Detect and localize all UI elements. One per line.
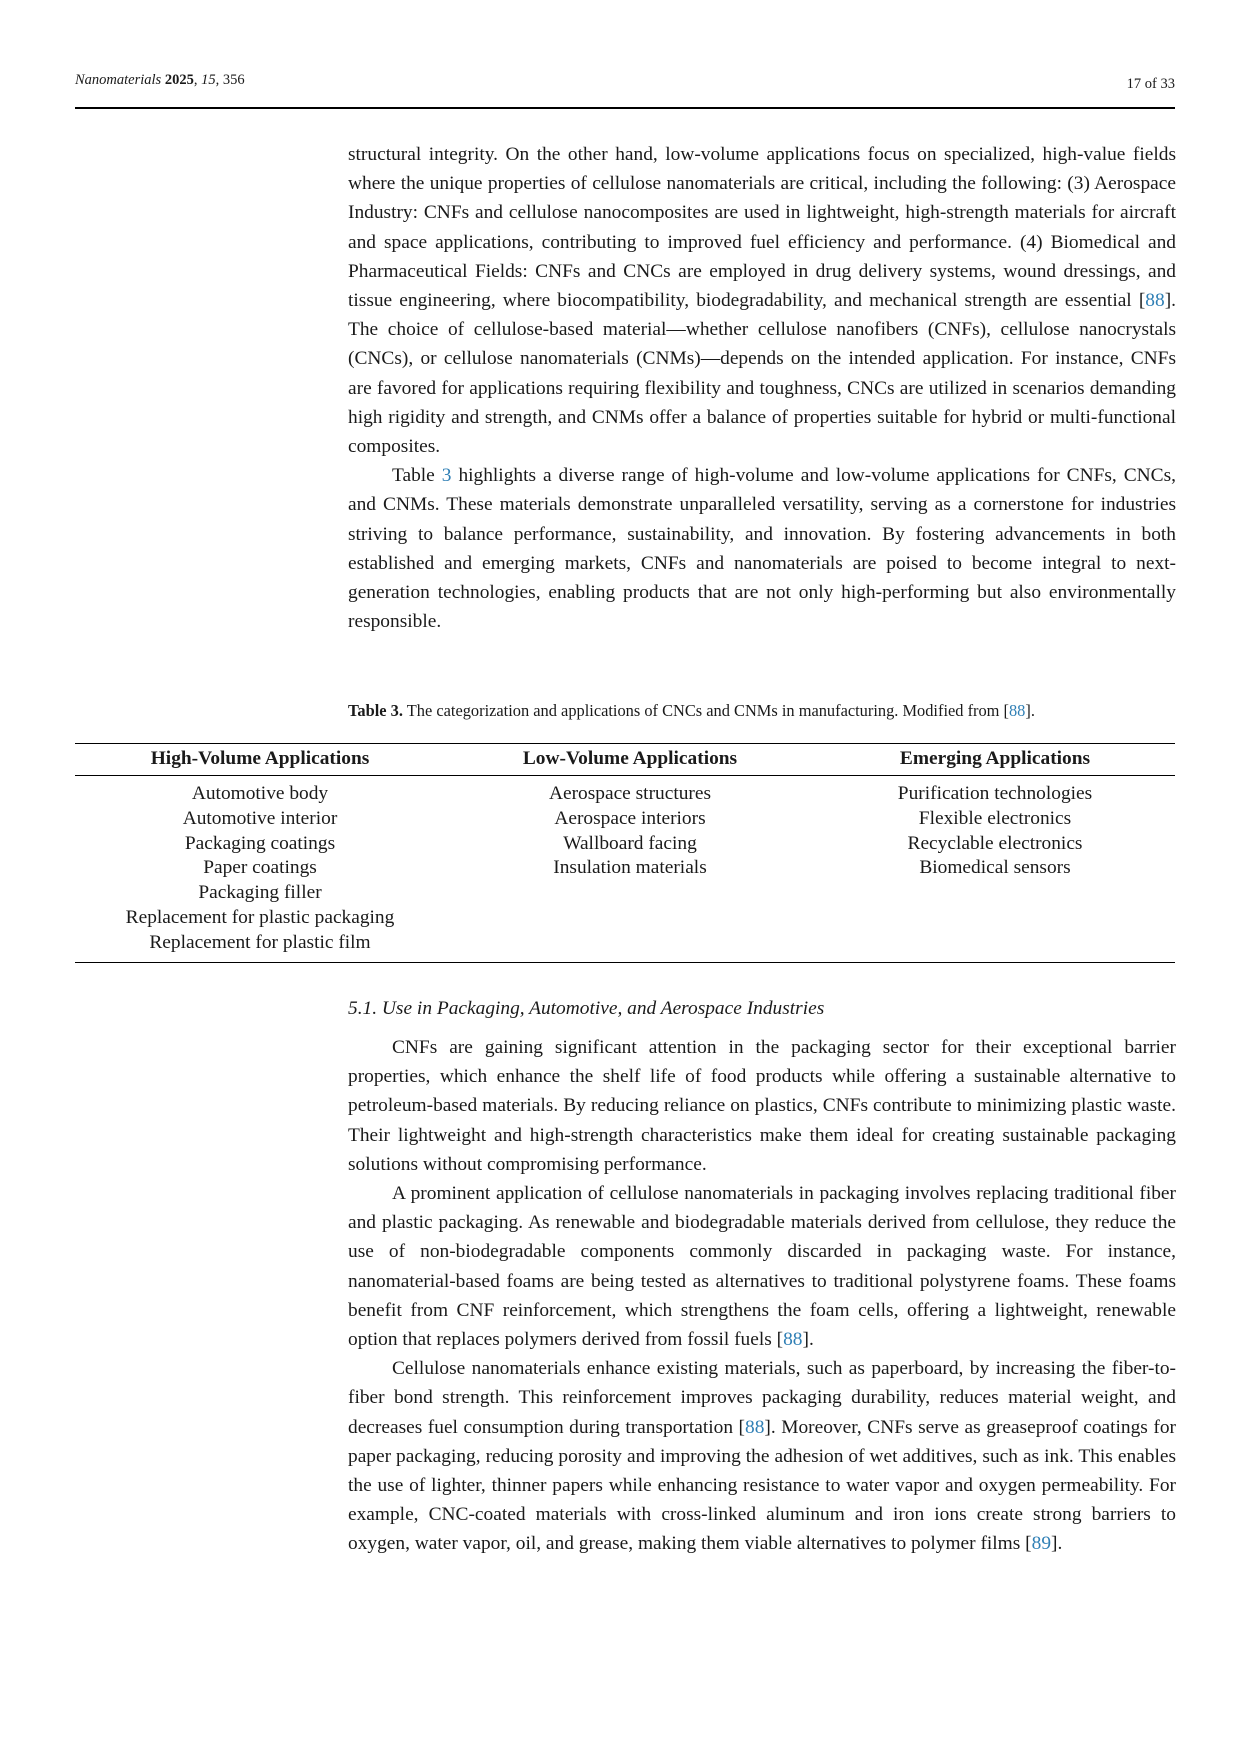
emerging-cell bbox=[815, 776, 1175, 963]
table-caption-label: Table 3. bbox=[348, 701, 403, 720]
header-emerging: Emerging Applications bbox=[815, 744, 1175, 776]
list-item: Packaging filler bbox=[198, 882, 322, 904]
list-item: Aerospace structures bbox=[548, 783, 712, 804]
table-caption: Table 3. The categorization and applications of CNCs and CNMs in manufacturing. Modified from [88]. bbox=[348, 701, 1035, 720]
applications-table bbox=[75, 743, 1175, 963]
intro-paragraph-1: structural integrity. On the other hand, low-volume applications focus on specialized, high-value fields where the unique properties of cellulose nanomaterials are critical, including the following: (3) Aerospace Industry: CNFs and cellulose nanocomposites are used in lightweight, high-strength materials for aircraft and space applications, contributing to improved fuel efficiency and performance. (4) Biomedical and Pharmaceutical Fields: CNFs and CNCs are employed in drug delivery systems, wound dressings, and tissue engineering, where biocompatibility, biodegradability, and mechanical strength are essential [88]. The choice of cellulose-based material—whether cellulose nanofibers (CNFs), cellulose nanocrystals (CNCs), or cellulose nanomaterials (CNMs)—depends on the intended application. For instance, CNFs are favored for applications requiring flexibility and toughness, CNCs are utilized in scenarios demanding high rigidity and strength, and CNMs offer a balance of properties suitable for hybrid or multi-functional composites. bbox=[348, 144, 1176, 458]
separator: , bbox=[215, 72, 223, 88]
list-item: Recyclable electronics bbox=[907, 832, 1083, 854]
citation-link[interactable]: 88 bbox=[783, 1329, 803, 1351]
journal-year: 2025 bbox=[164, 72, 194, 88]
table-row bbox=[75, 776, 1175, 963]
article-number: 356 bbox=[222, 72, 245, 88]
list-item: Packaging coatings bbox=[184, 832, 336, 854]
citation-link[interactable]: 88 bbox=[1008, 701, 1026, 720]
list-item: Automotive interior bbox=[182, 807, 338, 829]
section-paragraph-2: A prominent application of cellulose nanomaterials in packaging involves replacing traditional fiber and plastic packaging. As renewable and biodegradable materials derived from cellulose, they reduce the use of non-biodegradable components commonly discarded in packaging waste. For instance, nanomaterial-based foams are being tested as alternatives to traditional polystyrene foams. These foams benefit from CNF reinforcement, which strengthens the foam cells, offering a lightweight, renewable option that replaces polymers derived from fossil fuels [88]. bbox=[348, 1183, 1176, 1351]
separator: , bbox=[193, 72, 202, 88]
table-link[interactable]: 3 bbox=[441, 465, 452, 487]
high-volume-cell bbox=[75, 776, 445, 963]
list-item: Paper coatings bbox=[203, 857, 317, 879]
section-paragraph-1: CNFs are gaining significant attention in the packaging sector for their exceptional barrier properties, which enhance the shelf life of food products while offering a sustainable alternative to petroleum-based materials. By reducing reliance on plastics, CNFs contribute to minimizing plastic waste. Their lightweight and high-strength characteristics make them ideal for creating sustainable packaging solutions without compromising performance. bbox=[348, 1037, 1176, 1175]
intro-paragraph-2: Table 3 highlights a diverse range of high-volume and low-volume applications for CNFs, CNCs, and CNMs. These materials demonstrate unparalleled versatility, serving as a cornerstone for industries striving to balance performance, sustainability, and innovation. By fostering advancements in both established and emerging markets, CNFs and nanomaterials are poised to become integral to next-generation technologies, enabling products that are not only high-performing but also environmentally responsible. bbox=[348, 465, 1176, 633]
list-item: Biomedical sensors bbox=[919, 857, 1071, 879]
list-item: Flexible electronics bbox=[918, 807, 1072, 829]
low-volume-cell bbox=[445, 776, 815, 963]
list-item: Automotive body bbox=[191, 783, 329, 804]
section-paragraph-3: Cellulose nanomaterials enhance existing materials, such as paperboard, by increasing the fiber-to-fiber bond strength. This reinforcement improves packaging durability, reduces material weight, and decreases fuel consumption during transportation [88]. Moreover, CNFs serve as greaseproof coatings for paper packaging, reducing porosity and improving the adhesion of wet additives, such as ink. This enables the use of lighter, thinner papers while enhancing resistance to water vapor and oxygen permeability. For example, CNC-coated materials with cross-linked aluminum and iron ions create strong barriers to oxygen, water vapor, oil, and grease, making them viable alternatives to polymer films [89]. bbox=[348, 1358, 1176, 1555]
header-low-volume: Low-Volume Applications bbox=[445, 744, 815, 776]
citation-link[interactable]: 88 bbox=[1145, 290, 1165, 312]
list-item: Purification technologies bbox=[897, 783, 1093, 804]
journal-name: Nanomaterials bbox=[75, 72, 162, 88]
section-heading: 5.1. Use in Packaging, Automotive, and Aerospace Industries bbox=[348, 998, 825, 1019]
header-high-volume: High-Volume Applications bbox=[75, 744, 445, 776]
citation-link[interactable]: 88 bbox=[745, 1416, 765, 1438]
running-header bbox=[75, 72, 1175, 102]
section-text bbox=[348, 1033, 1176, 1559]
citation-link[interactable]: 89 bbox=[1031, 1533, 1052, 1555]
header-divider bbox=[75, 107, 1175, 109]
journal-citation bbox=[75, 72, 245, 89]
intro-text bbox=[348, 140, 1176, 636]
journal-volume: 15 bbox=[201, 72, 216, 88]
list-item: Wallboard facing bbox=[563, 832, 697, 854]
list-item: Replacement for plastic packaging bbox=[125, 906, 395, 928]
list-item: Replacement for plastic film bbox=[149, 931, 371, 953]
list-item: Insulation materials bbox=[553, 857, 707, 879]
page-indicator: 17 of 33 bbox=[1126, 76, 1175, 92]
list-item: Aerospace interiors bbox=[554, 807, 706, 829]
